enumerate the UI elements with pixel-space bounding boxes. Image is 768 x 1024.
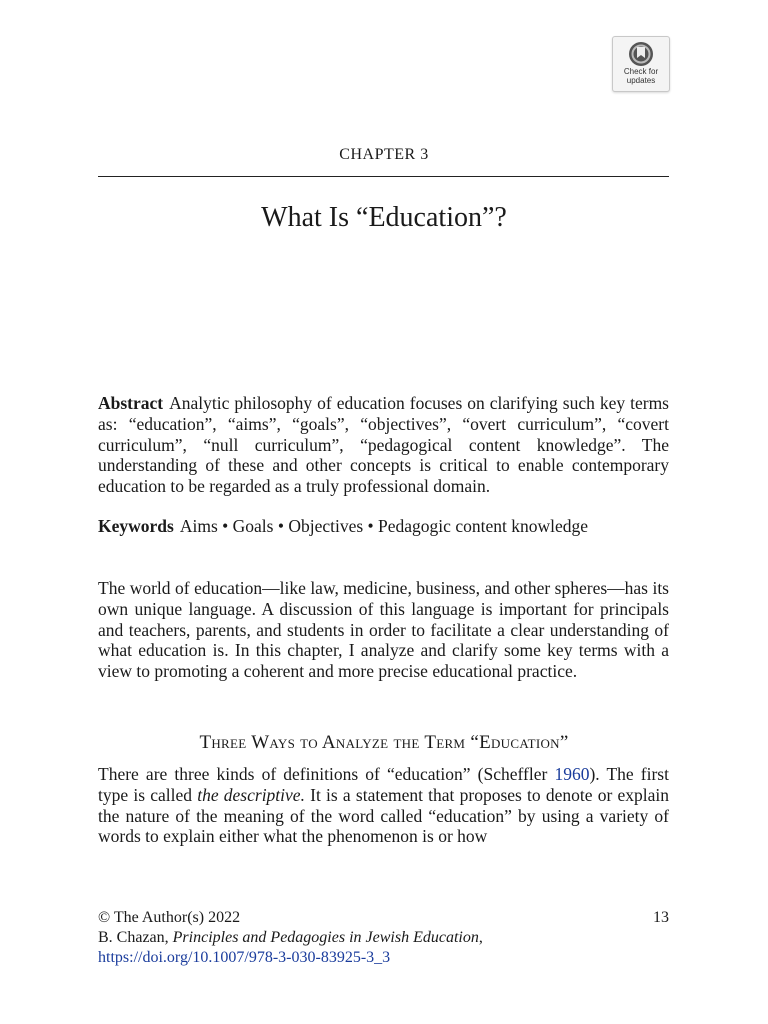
abstract-paragraph [98, 393, 669, 497]
copyright-line: © The Author(s) 2022 [98, 909, 241, 926]
section-paragraph [98, 764, 669, 847]
emphasis-term: the descriptive. [197, 784, 305, 805]
chapter-label: CHAPTER 3 [339, 146, 429, 163]
badge-line-1: Check for [623, 67, 659, 76]
paragraph-text-b: ). The first type is called [98, 764, 669, 805]
section-heading: Three Ways to Analyze the Term “Education” [199, 732, 569, 753]
book-title: Principles and Pedagogies in Jewish Education [172, 929, 479, 946]
abstract-label: Abstract [98, 393, 164, 413]
chapter-title: What Is “Education”? [261, 202, 507, 233]
abstract-text: Analytic philosophy of education focuses on clarifying such key terms as: “education”, “aims”, “goals”, “objectives”, “overt curriculum”, “covert curriculum”, “null curriculum”, “pedagogical content knowledge”. The understanding of these and other concepts is critical to enable contemporary education to be regarded as a truly professional domain. [98, 393, 669, 497]
citation-line [98, 928, 669, 948]
check-for-updates-badge[interactable] [612, 36, 670, 92]
keywords-text: Aims • Goals • Objectives • Pedagogic content knowledge [179, 516, 588, 536]
keywords-line [98, 516, 669, 537]
page-number: 13 [653, 909, 669, 926]
chapter-divider [98, 176, 669, 177]
bookmark-circle-icon [628, 41, 654, 67]
author-name: B. Chazan, [98, 929, 173, 946]
paragraph-text-c: It is a statement that proposes to denote or explain the nature of the meaning of the word called “education” by using a variety of words to explain either what the phenomenon is or how [98, 784, 670, 847]
book-suffix: , [478, 929, 483, 946]
intro-paragraph: The world of education—like law, medicine, business, and other spheres—has its own unique language. A discussion of this language is important for principals and teachers, parents, and students in order to facilitate a clear understanding of what education is. In this chapter, I analyze and clarify some key terms with a view to promoting a coherent and more precise educational practice. [98, 578, 669, 682]
paragraph-text-a: There are three kinds of definitions of “education” (Scheffler [98, 764, 555, 784]
keywords-label: Keywords [98, 516, 174, 536]
page-footer [98, 908, 669, 968]
citation-link[interactable]: 1960 [554, 764, 590, 784]
badge-line-2: updates [626, 76, 656, 85]
doi-link[interactable]: https://doi.org/10.1007/978-3-030-83925-3_3 [98, 949, 391, 966]
